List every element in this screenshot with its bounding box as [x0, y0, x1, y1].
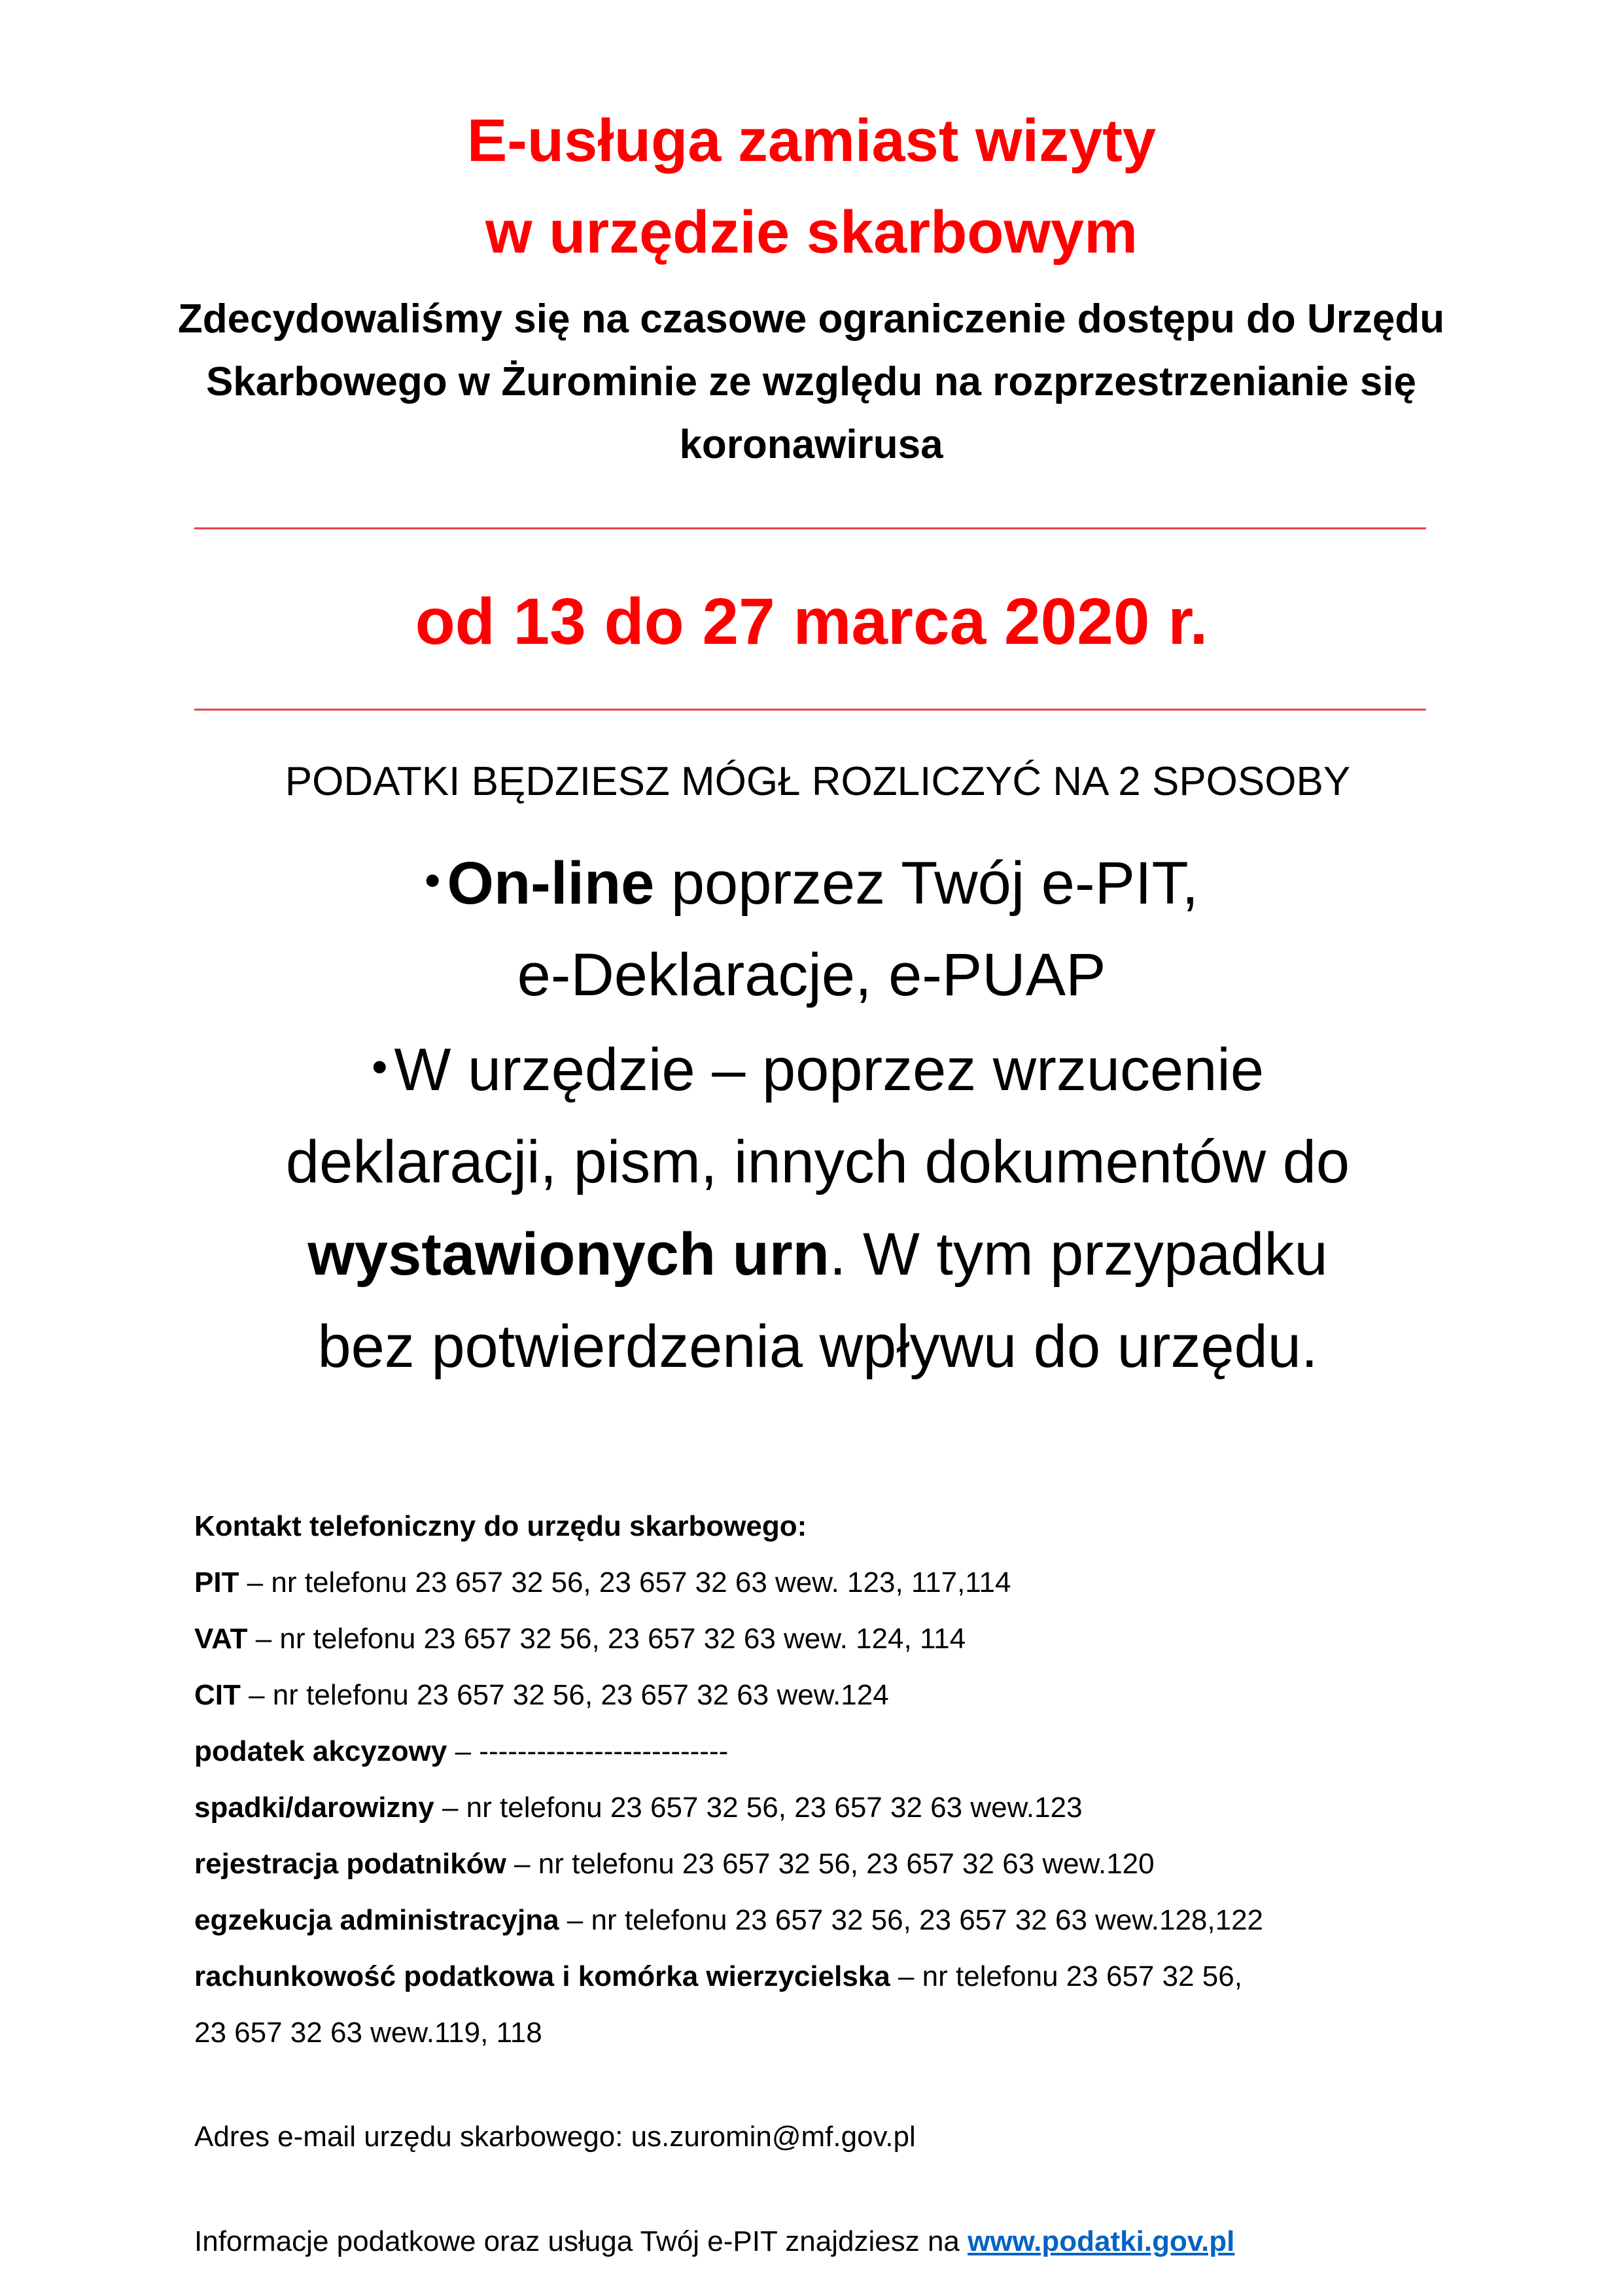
contact-row	[194, 1667, 1437, 1723]
divider-top	[194, 527, 1426, 529]
contacts-heading: Kontakt telefoniczny do urzędu skarbowego:	[194, 1510, 807, 1542]
title-line-2: w urzędzie skarbowym	[485, 199, 1138, 266]
contact-text: – nr telefonu 23 657 32 56, 23 657 32 63 wew.123	[434, 1792, 1083, 1824]
title-line-1: E-usługa zamiast wizyty	[466, 107, 1157, 174]
contact-label: PIT	[194, 1566, 239, 1598]
method-office-text-after: . W tym przypadku bez potwierdzenia wpływu do urzędu.	[317, 1221, 1328, 1380]
contacts-section	[194, 1498, 1437, 2061]
method-office	[262, 1021, 1374, 1393]
contact-label: podatek akcyzowy	[194, 1735, 447, 1767]
podatki-link[interactable]: www.podatki.gov.pl	[968, 2225, 1235, 2257]
method-online	[0, 834, 1623, 1021]
contact-label: VAT	[194, 1623, 248, 1655]
contact-row	[194, 1836, 1437, 1892]
closure-dates: od 13 do 27 marca 2020 r.	[415, 585, 1208, 658]
contact-row	[194, 1892, 1437, 1949]
method-online-line-1	[0, 834, 1623, 929]
contact-label: rachunkowość podatkowa i komórka wierzycielska	[194, 1960, 890, 1992]
contact-text: – nr telefonu 23 657 32 56, 23 657 32 63 wew. 123, 117,114	[239, 1566, 1011, 1598]
contact-text: – nr telefonu 23 657 32 56, 23 657 32 63 wew. 124, 114	[247, 1623, 966, 1655]
contact-text: – nr telefonu 23 657 32 56,	[890, 1960, 1242, 1992]
contact-row	[194, 1723, 1437, 1780]
method-office-text-before: W urzędzie – poprzez wrzucenie deklaracji, pism, innych dokumentów do	[285, 1036, 1350, 1195]
bullet-icon: •	[424, 855, 441, 906]
contact-row	[194, 1780, 1437, 1836]
email-line: Adres e-mail urzędu skarbowego: us.zuromin@mf.gov.pl	[194, 2121, 916, 2153]
method-online-bold: On-line	[447, 850, 655, 917]
contact-row	[194, 1949, 1437, 2005]
method-online-line-2: e-Deklaracje, e-PUAP	[517, 942, 1106, 1008]
contact-text: – nr telefonu 23 657 32 56, 23 657 32 63 wew.124	[240, 1679, 889, 1711]
contact-label: rejestracja podatników	[194, 1848, 506, 1880]
contact-row	[194, 1611, 1437, 1667]
contact-label: egzekucja administracyjna	[194, 1904, 559, 1936]
info-line	[194, 2214, 1234, 2270]
method-office-bold: wystawionych urn	[307, 1221, 829, 1288]
contact-row-continuation: 23 657 32 63 wew.119, 118	[194, 2017, 542, 2049]
contact-text: – nr telefonu 23 657 32 56, 23 657 32 63 wew.120	[506, 1848, 1155, 1880]
method-online-text: poprzez Twój e-PIT,	[654, 850, 1199, 917]
bullet-icon: •	[372, 1041, 388, 1092]
contact-text: – nr telefonu 23 657 32 56, 23 657 32 63 wew.128,122	[559, 1904, 1264, 1936]
contact-text: – --------------------------	[447, 1735, 729, 1767]
contact-label: spadki/darowizny	[194, 1792, 434, 1824]
intro-paragraph: Zdecydowaliśmy się na czasowe ograniczenie dostępu do Urzędu Skarbowego w Żurominie ze względu na rozprzestrzenianie się koronawirusa	[177, 296, 1445, 467]
divider-bottom	[194, 709, 1426, 711]
info-text: Informacje podatkowe oraz usługa Twój e-PIT znajdziesz na	[194, 2225, 968, 2257]
contact-label: CIT	[194, 1679, 241, 1711]
methods-heading: PODATKI BĘDZIESZ MÓGŁ ROZLICZYĆ NA 2 SPOSOBY	[285, 759, 1351, 804]
contact-row	[194, 1555, 1437, 1611]
